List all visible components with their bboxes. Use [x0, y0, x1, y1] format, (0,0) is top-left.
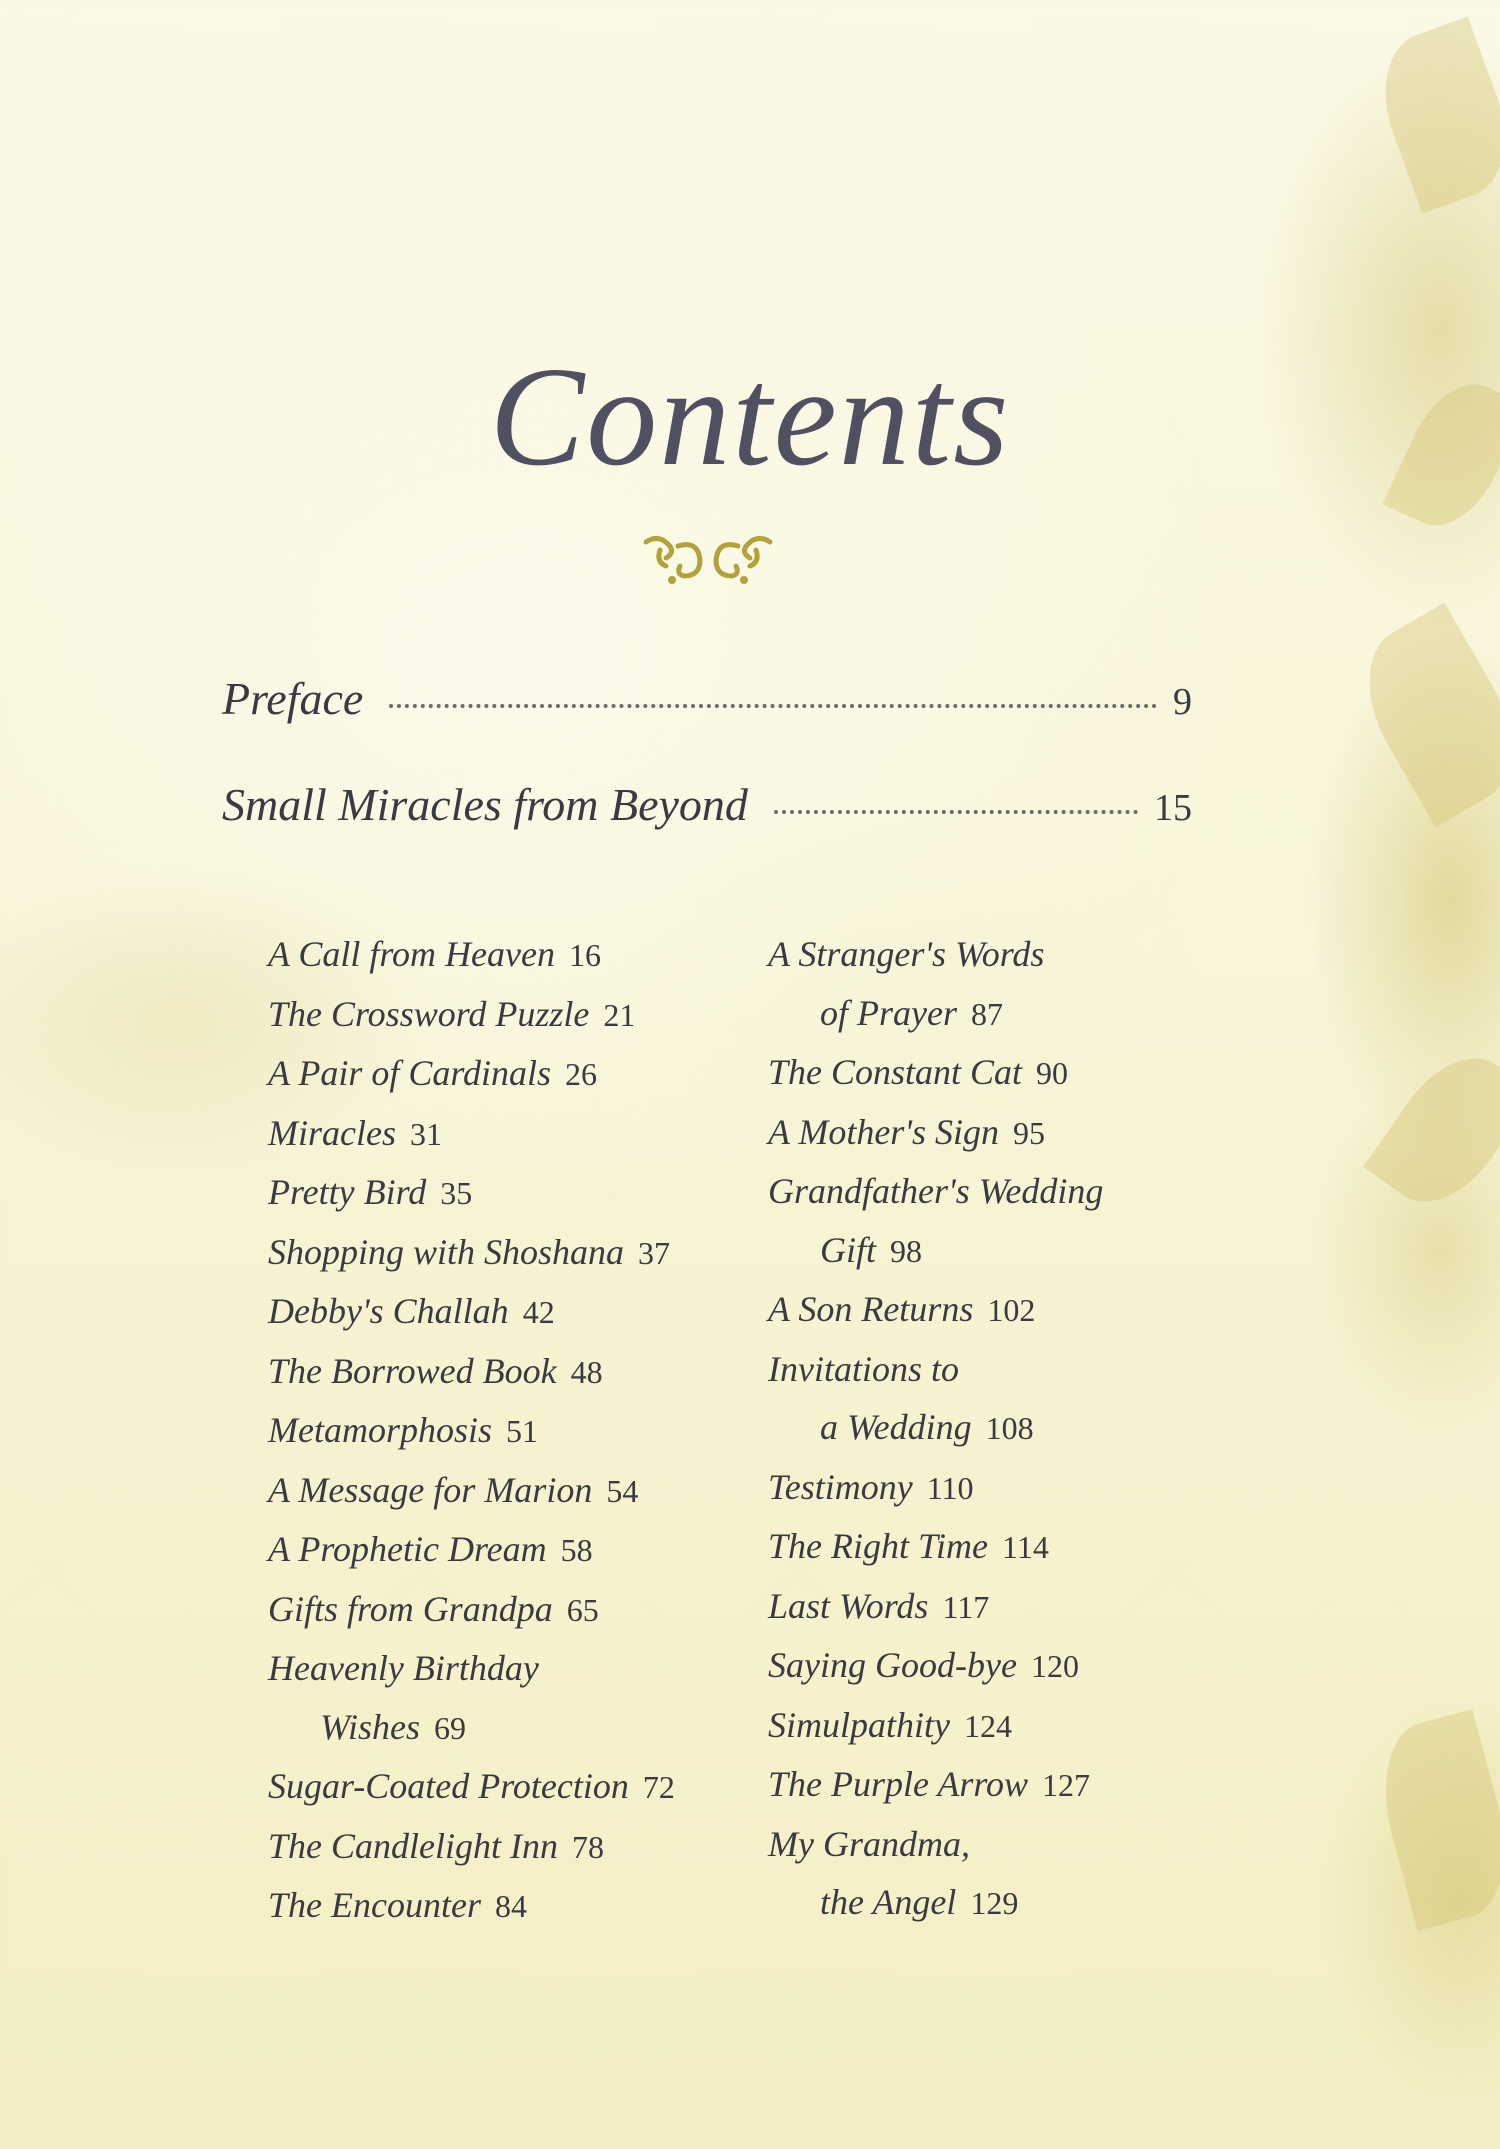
- toc-story-title: A Son Returns: [768, 1289, 974, 1329]
- toc-story-entry[interactable]: [268, 1401, 675, 1461]
- toc-entry-title: Small Miracles from Beyond: [222, 779, 748, 830]
- toc-story-entry[interactable]: [268, 1817, 675, 1877]
- toc-page-number: 35: [440, 1175, 473, 1211]
- toc-story-title: Grandfather's Wedding: [768, 1171, 1104, 1211]
- toc-story-title: Shopping with Shoshana: [268, 1231, 625, 1272]
- toc-story-title: The Constant Cat: [768, 1052, 1023, 1092]
- toc-story-title: Sugar-Coated Protection: [268, 1766, 629, 1806]
- toc-entry-title: Preface: [222, 673, 364, 724]
- toc-page-number: 78: [572, 1828, 604, 1865]
- toc-story-entry[interactable]: [268, 1461, 675, 1521]
- leaf-decoration: [1341, 603, 1500, 828]
- toc-page-number: 42: [522, 1294, 555, 1330]
- toc-story-title: Wishes: [320, 1706, 421, 1747]
- toc-story-entry[interactable]: [268, 1757, 675, 1817]
- toc-page-number: 108: [985, 1410, 1034, 1446]
- toc-story-entry[interactable]: [268, 1104, 675, 1164]
- toc-page-number: 129: [970, 1885, 1019, 1921]
- toc-story-title: The Right Time: [768, 1526, 989, 1566]
- toc-story-entry[interactable]: [268, 1876, 675, 1936]
- toc-story-title: The Encounter: [268, 1885, 481, 1925]
- toc-page-number: 37: [638, 1234, 671, 1271]
- toc-story-title: A Stranger's Words: [768, 934, 1045, 974]
- leaf-decoration: [1363, 1036, 1500, 1224]
- toc-page-number: 98: [890, 1232, 923, 1269]
- toc-story-entry[interactable]: [268, 925, 675, 985]
- toc-page-number: 65: [566, 1591, 599, 1628]
- toc-left-column: [268, 925, 675, 1936]
- toc-story-entry[interactable]: [768, 1755, 1103, 1815]
- page-title: Contents: [489, 337, 1011, 495]
- toc-story-entry[interactable]: [768, 1043, 1103, 1103]
- toc-story-entry[interactable]: [768, 1340, 1103, 1458]
- toc-story-entry[interactable]: [768, 1696, 1103, 1756]
- toc-story-title: Gift: [820, 1229, 877, 1270]
- dot-leader: [774, 810, 1138, 814]
- toc-story-entry[interactable]: [768, 1162, 1103, 1280]
- toc-entry-section[interactable]: [222, 778, 1192, 831]
- toc-story-title: Last Words: [768, 1585, 929, 1626]
- leaf-decoration: [1364, 16, 1500, 213]
- toc-story-title: Miracles: [268, 1112, 396, 1153]
- toc-story-title: of Prayer: [820, 992, 957, 1033]
- toc-story-entry[interactable]: [268, 1223, 675, 1283]
- toc-story-title: Pretty Bird: [268, 1172, 427, 1212]
- toc-story-title: Gifts from Grandpa: [268, 1588, 553, 1629]
- scroll-flourish-icon: [638, 532, 778, 586]
- toc-page-number: 21: [603, 996, 636, 1033]
- toc-story-title: Metamorphosis: [268, 1410, 492, 1450]
- toc-story-title: Heavenly Birthday: [268, 1648, 539, 1688]
- toc-story-title: The Crossword Puzzle: [268, 993, 590, 1034]
- toc-page-number: 110: [926, 1469, 974, 1506]
- toc-story-entry[interactable]: [768, 1103, 1103, 1163]
- toc-page-number: 54: [606, 1472, 639, 1509]
- toc-story-title: the Angel: [820, 1882, 957, 1922]
- toc-page-number: 124: [964, 1707, 1012, 1744]
- toc-story-title: My Grandma,: [768, 1823, 970, 1864]
- toc-page-number: 26: [565, 1056, 598, 1092]
- toc-page-number: 72: [642, 1769, 675, 1805]
- toc-story-entry[interactable]: [768, 1280, 1103, 1340]
- toc-page-number: 9: [1173, 681, 1192, 723]
- toc-story-title: A Pair of Cardinals: [268, 1053, 552, 1093]
- toc-page-number: 15: [1154, 787, 1192, 829]
- toc-page-number: 31: [409, 1115, 442, 1152]
- toc-story-entry[interactable]: [268, 985, 675, 1045]
- toc-story-title: A Prophetic Dream: [268, 1529, 547, 1569]
- toc-story-title: A Call from Heaven: [268, 934, 555, 974]
- toc-story-entry[interactable]: [768, 1458, 1103, 1518]
- toc-page-number: 90: [1036, 1055, 1069, 1091]
- toc-story-title: a Wedding: [820, 1407, 972, 1447]
- toc-page-number: 84: [494, 1888, 527, 1924]
- toc-page-number: 16: [568, 937, 601, 973]
- toc-page-number: 69: [434, 1709, 467, 1746]
- toc-story-title: The Borrowed Book: [268, 1350, 557, 1391]
- toc-story-entry[interactable]: [268, 1639, 675, 1757]
- toc-story-entry[interactable]: [768, 1517, 1103, 1577]
- toc-page-number: 102: [987, 1292, 1036, 1328]
- toc-page-number: 48: [570, 1353, 603, 1390]
- toc-page-number: 120: [1030, 1648, 1079, 1684]
- toc-story-entry[interactable]: [768, 1636, 1103, 1696]
- toc-entry-preface[interactable]: [222, 672, 1192, 725]
- toc-page-number: 95: [1013, 1114, 1046, 1151]
- toc-story-title: Saying Good-bye: [768, 1645, 1017, 1685]
- toc-page-number: 127: [1042, 1767, 1091, 1803]
- toc-page-number: 117: [942, 1588, 990, 1625]
- toc-story-title: A Message for Marion: [268, 1469, 593, 1510]
- toc-story-entry[interactable]: [268, 1580, 675, 1640]
- toc-story-entry[interactable]: [768, 1577, 1103, 1637]
- toc-story-entry[interactable]: [768, 1815, 1103, 1933]
- toc-page-number: 87: [970, 995, 1003, 1032]
- toc-story-title: Invitations to: [768, 1348, 959, 1389]
- toc-right-column: [768, 925, 1103, 1933]
- toc-story-entry[interactable]: [268, 1342, 675, 1402]
- toc-story-entry[interactable]: [268, 1282, 675, 1342]
- toc-story-title: Simulpathity: [768, 1704, 950, 1745]
- toc-story-title: Debby's Challah: [268, 1291, 509, 1331]
- toc-story-title: The Purple Arrow: [768, 1764, 1029, 1804]
- toc-page-number: 114: [1002, 1529, 1049, 1565]
- toc-story-entry[interactable]: [768, 925, 1103, 1043]
- leaf-decoration: [1366, 1709, 1500, 1931]
- toc-page-number: 51: [506, 1413, 538, 1449]
- toc-story-title: Testimony: [768, 1466, 913, 1507]
- toc-story-entry[interactable]: [268, 1520, 675, 1580]
- toc-story-entry[interactable]: [268, 1163, 675, 1223]
- toc-story-title: The Candlelight Inn: [268, 1825, 558, 1866]
- toc-story-entry[interactable]: [268, 1044, 675, 1104]
- toc-story-title: A Mother's Sign: [768, 1111, 1000, 1152]
- dot-leader: [389, 704, 1157, 708]
- toc-page-number: 58: [560, 1532, 593, 1568]
